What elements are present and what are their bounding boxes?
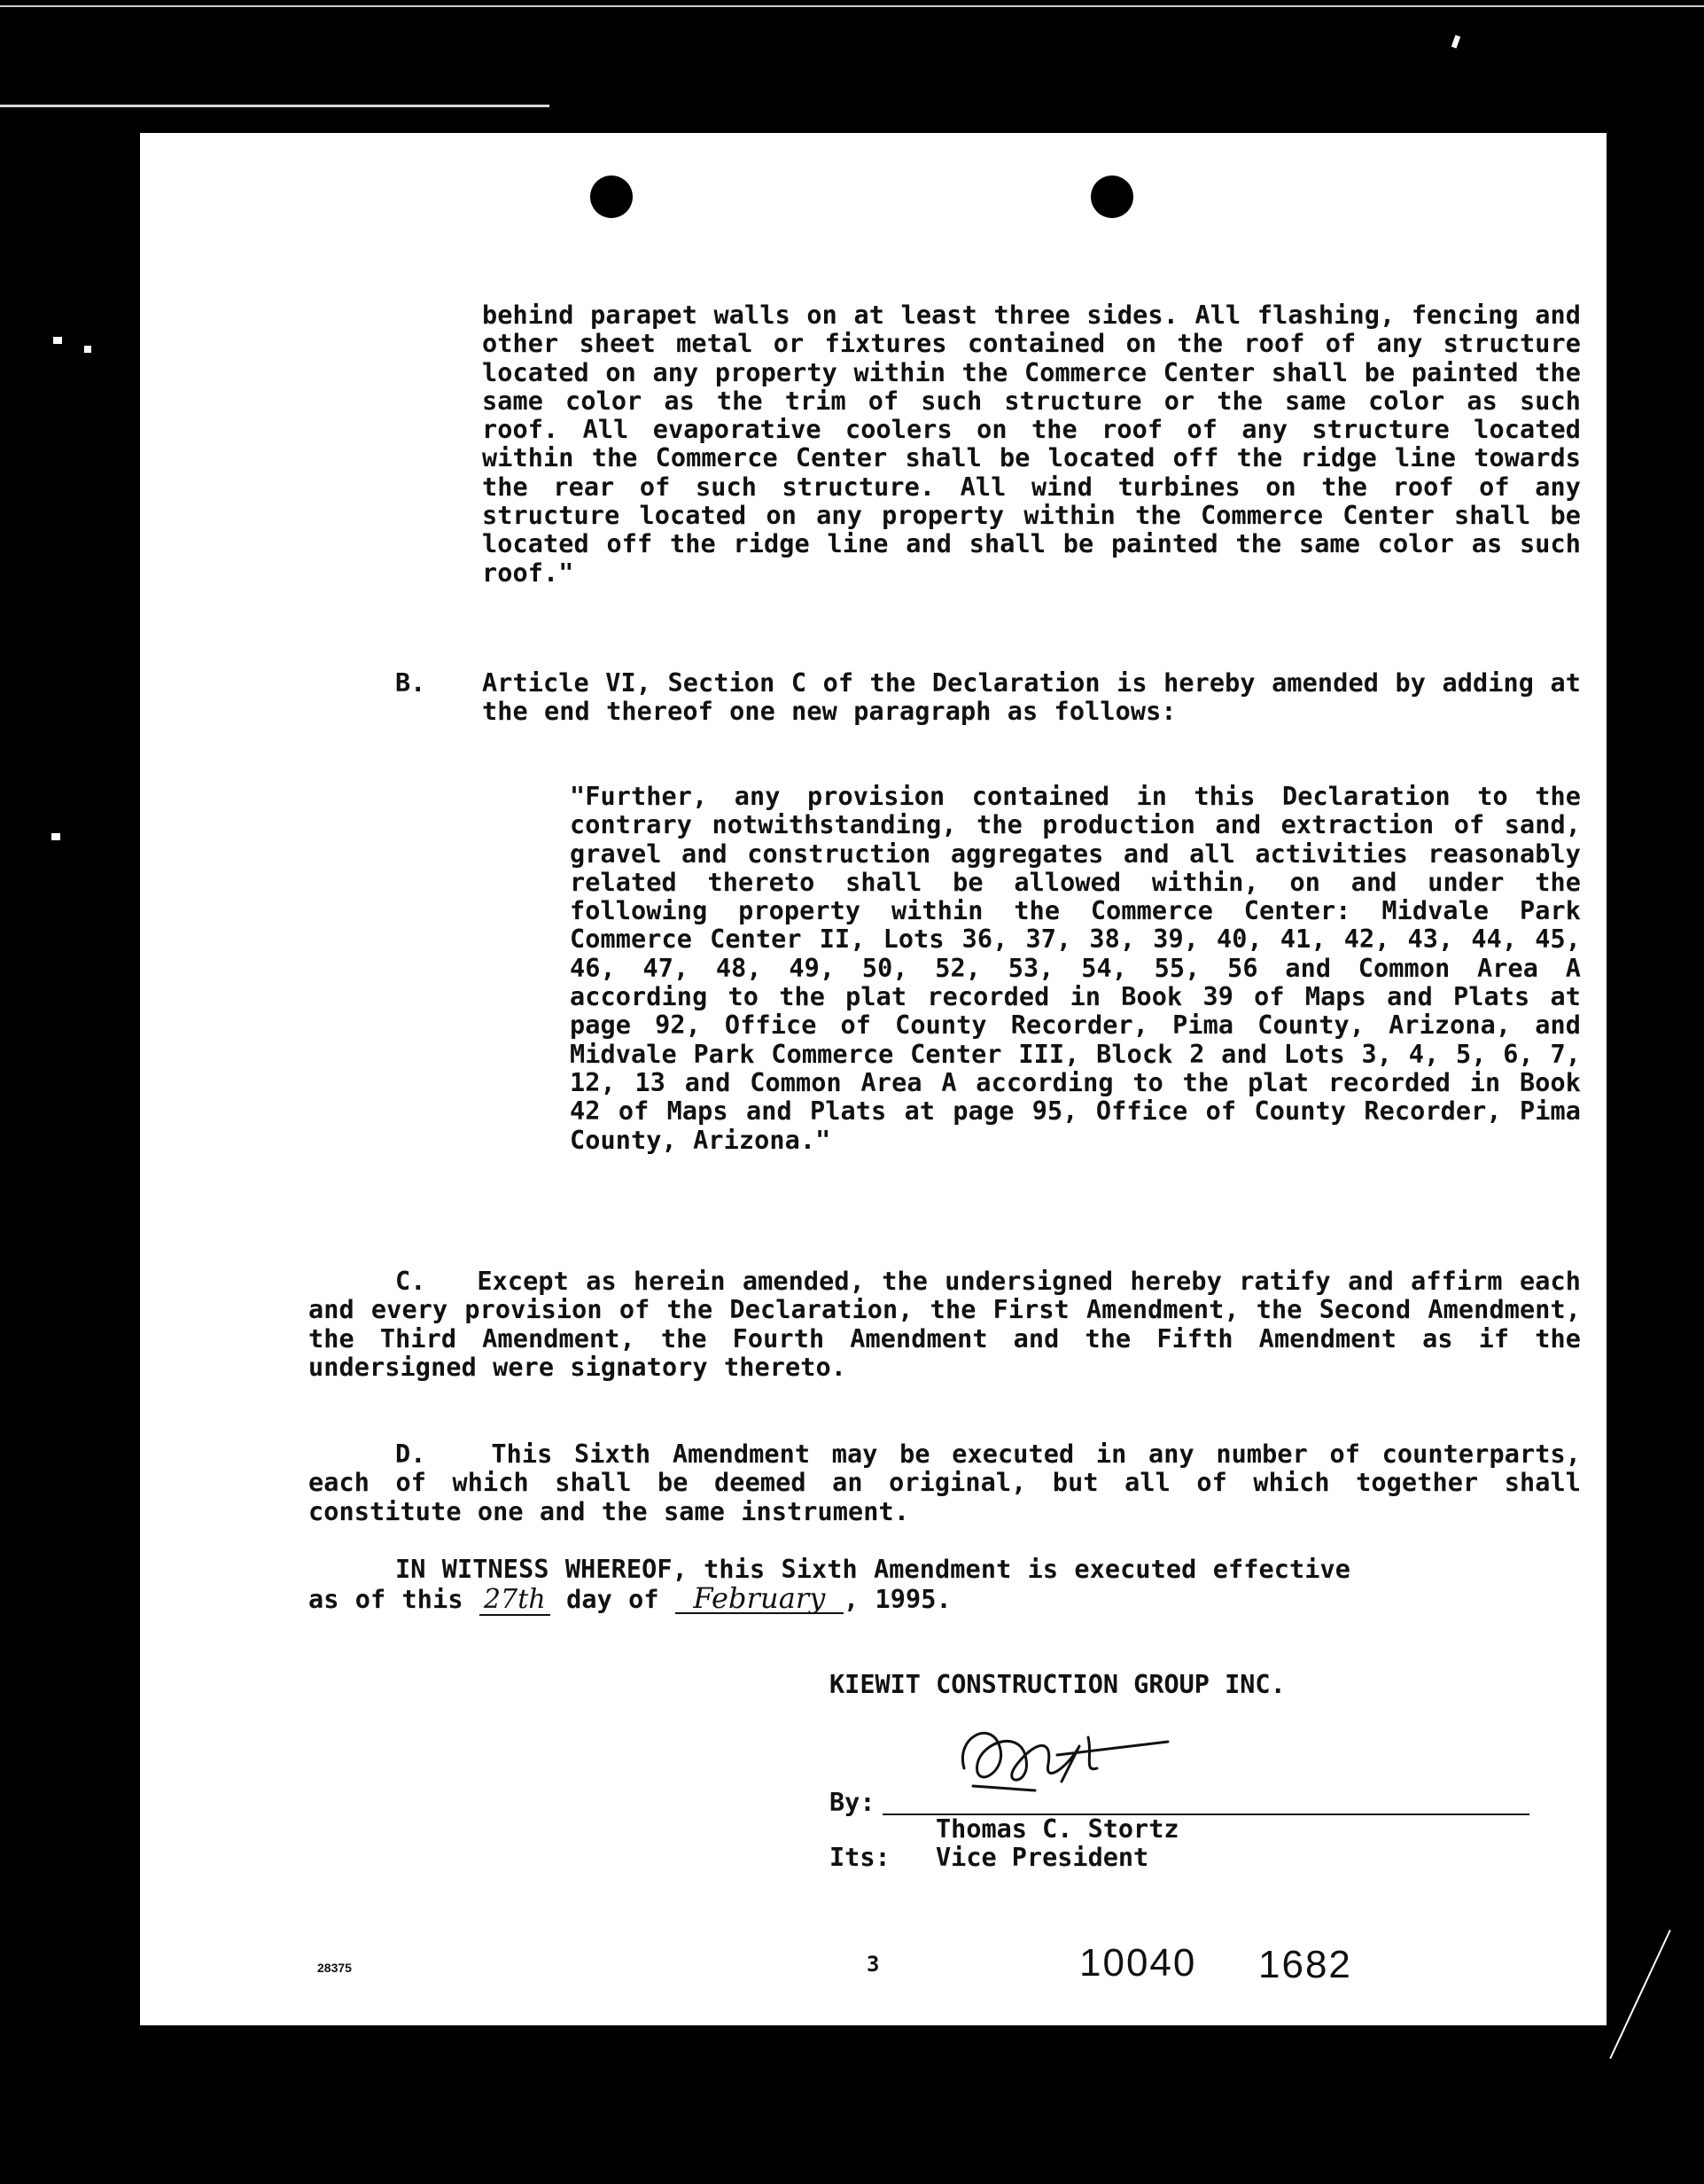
section-b-label: B. [395,668,426,698]
witness-line-1: IN WITNESS WHEREOF, this Sixth Amendment is executed effective [395,1555,1351,1584]
scan-speck [1451,35,1460,48]
section-c-paragraph [308,1268,1581,1382]
witness-day-of: day of [566,1585,659,1614]
by-label: By: [829,1788,875,1817]
scan-speck [84,346,91,353]
section-c-label: C. [395,1267,426,1296]
section-b-text: Article VI, Section C of the Declaration is hereby amended by adding at the end thereof one new paragraph as follows: [482,668,1581,727]
file-code: 28375 [317,1961,352,1975]
scan-speck [53,337,62,344]
paragraph-a-continuation: behind parapet walls on at least three sides. All flashing, fencing and other sheet metal or fixtures contained on the roof of any structure located on any property within the Commerce Center shall be painted the same color as the trim of such structure or the same color as such roof. All evaporative coolers on the roof of any structure located within the Commerce Center shall be located off the ridge line towards the rear of such structure. All wind turbines on the roof of any structure located on any property within the Commerce Center shall be located off the ridge line and shall be painted the same color as such roof." [482,300,1581,588]
signer-title: Vice President [936,1843,1149,1872]
witness-year: , 1995. [843,1585,952,1614]
scan-line [0,105,549,107]
witness-as-of: as of this [308,1585,463,1614]
recording-page-number: 1682 [1258,1943,1352,1986]
scan-line [0,5,1704,7]
company-name: KIEWIT CONSTRUCTION GROUP INC. [829,1670,1286,1699]
its-label: Its: [829,1843,891,1872]
scan-speck [51,833,60,840]
signature-graphic [938,1702,1203,1817]
page-number: 3 [867,1952,880,1977]
section-d-paragraph [308,1440,1581,1526]
section-d-text: This Sixth Amendment may be executed in any number of counterparts, each of which shall be deemed an original, but all of which together shall constitute one and the same instrument. [308,1439,1581,1526]
section-d-label: D. [395,1439,426,1469]
section-c-text: Except as herein amended, the undersigned hereby ratify and affirm each and every provision of the Declaration, the First Amendment, the Second Amendment, the Third Amendment, the Fourth Amendment and the Fifth Amendment as if the undersigned were signatory thereto. [308,1267,1581,1382]
document-page [140,133,1607,2025]
signer-name: Thomas C. Stortz [936,1814,1179,1844]
month-blank: February [675,1584,844,1614]
recording-book-number: 10040 [1079,1941,1197,1985]
witness-line-2 [308,1581,1496,1616]
scan-speck [1609,1930,1670,2059]
day-blank: 27th [479,1586,550,1616]
section-b-quote: "Further, any provision contained in this Declaration to the contrary notwithstanding, the production and extraction of sand, gravel and construction aggregates and all activities reasonably related thereto shall be allowed within, on and under the following property within the Commerce Center: Midvale Park Commerce Center II, Lots 36, 37, 38, 39, 40, 41, 42, 43, 44, 45, 46, 47, 48, 49, 50, 52, 53, 54, 55, 56 and Common Area A according to the plat recorded in Book 39 of Maps and Plats at page 92, Office of County Recorder, Pima County, Arizona, and Midvale Park Commerce Center III, Block 2 and Lots 3, 4, 5, 6, 7, 12, 13 and Common Area A according to the plat recorded in Book 42 of Maps and Plats at page 95, Office of County Recorder, Pima County, Arizona." [570,782,1581,1155]
